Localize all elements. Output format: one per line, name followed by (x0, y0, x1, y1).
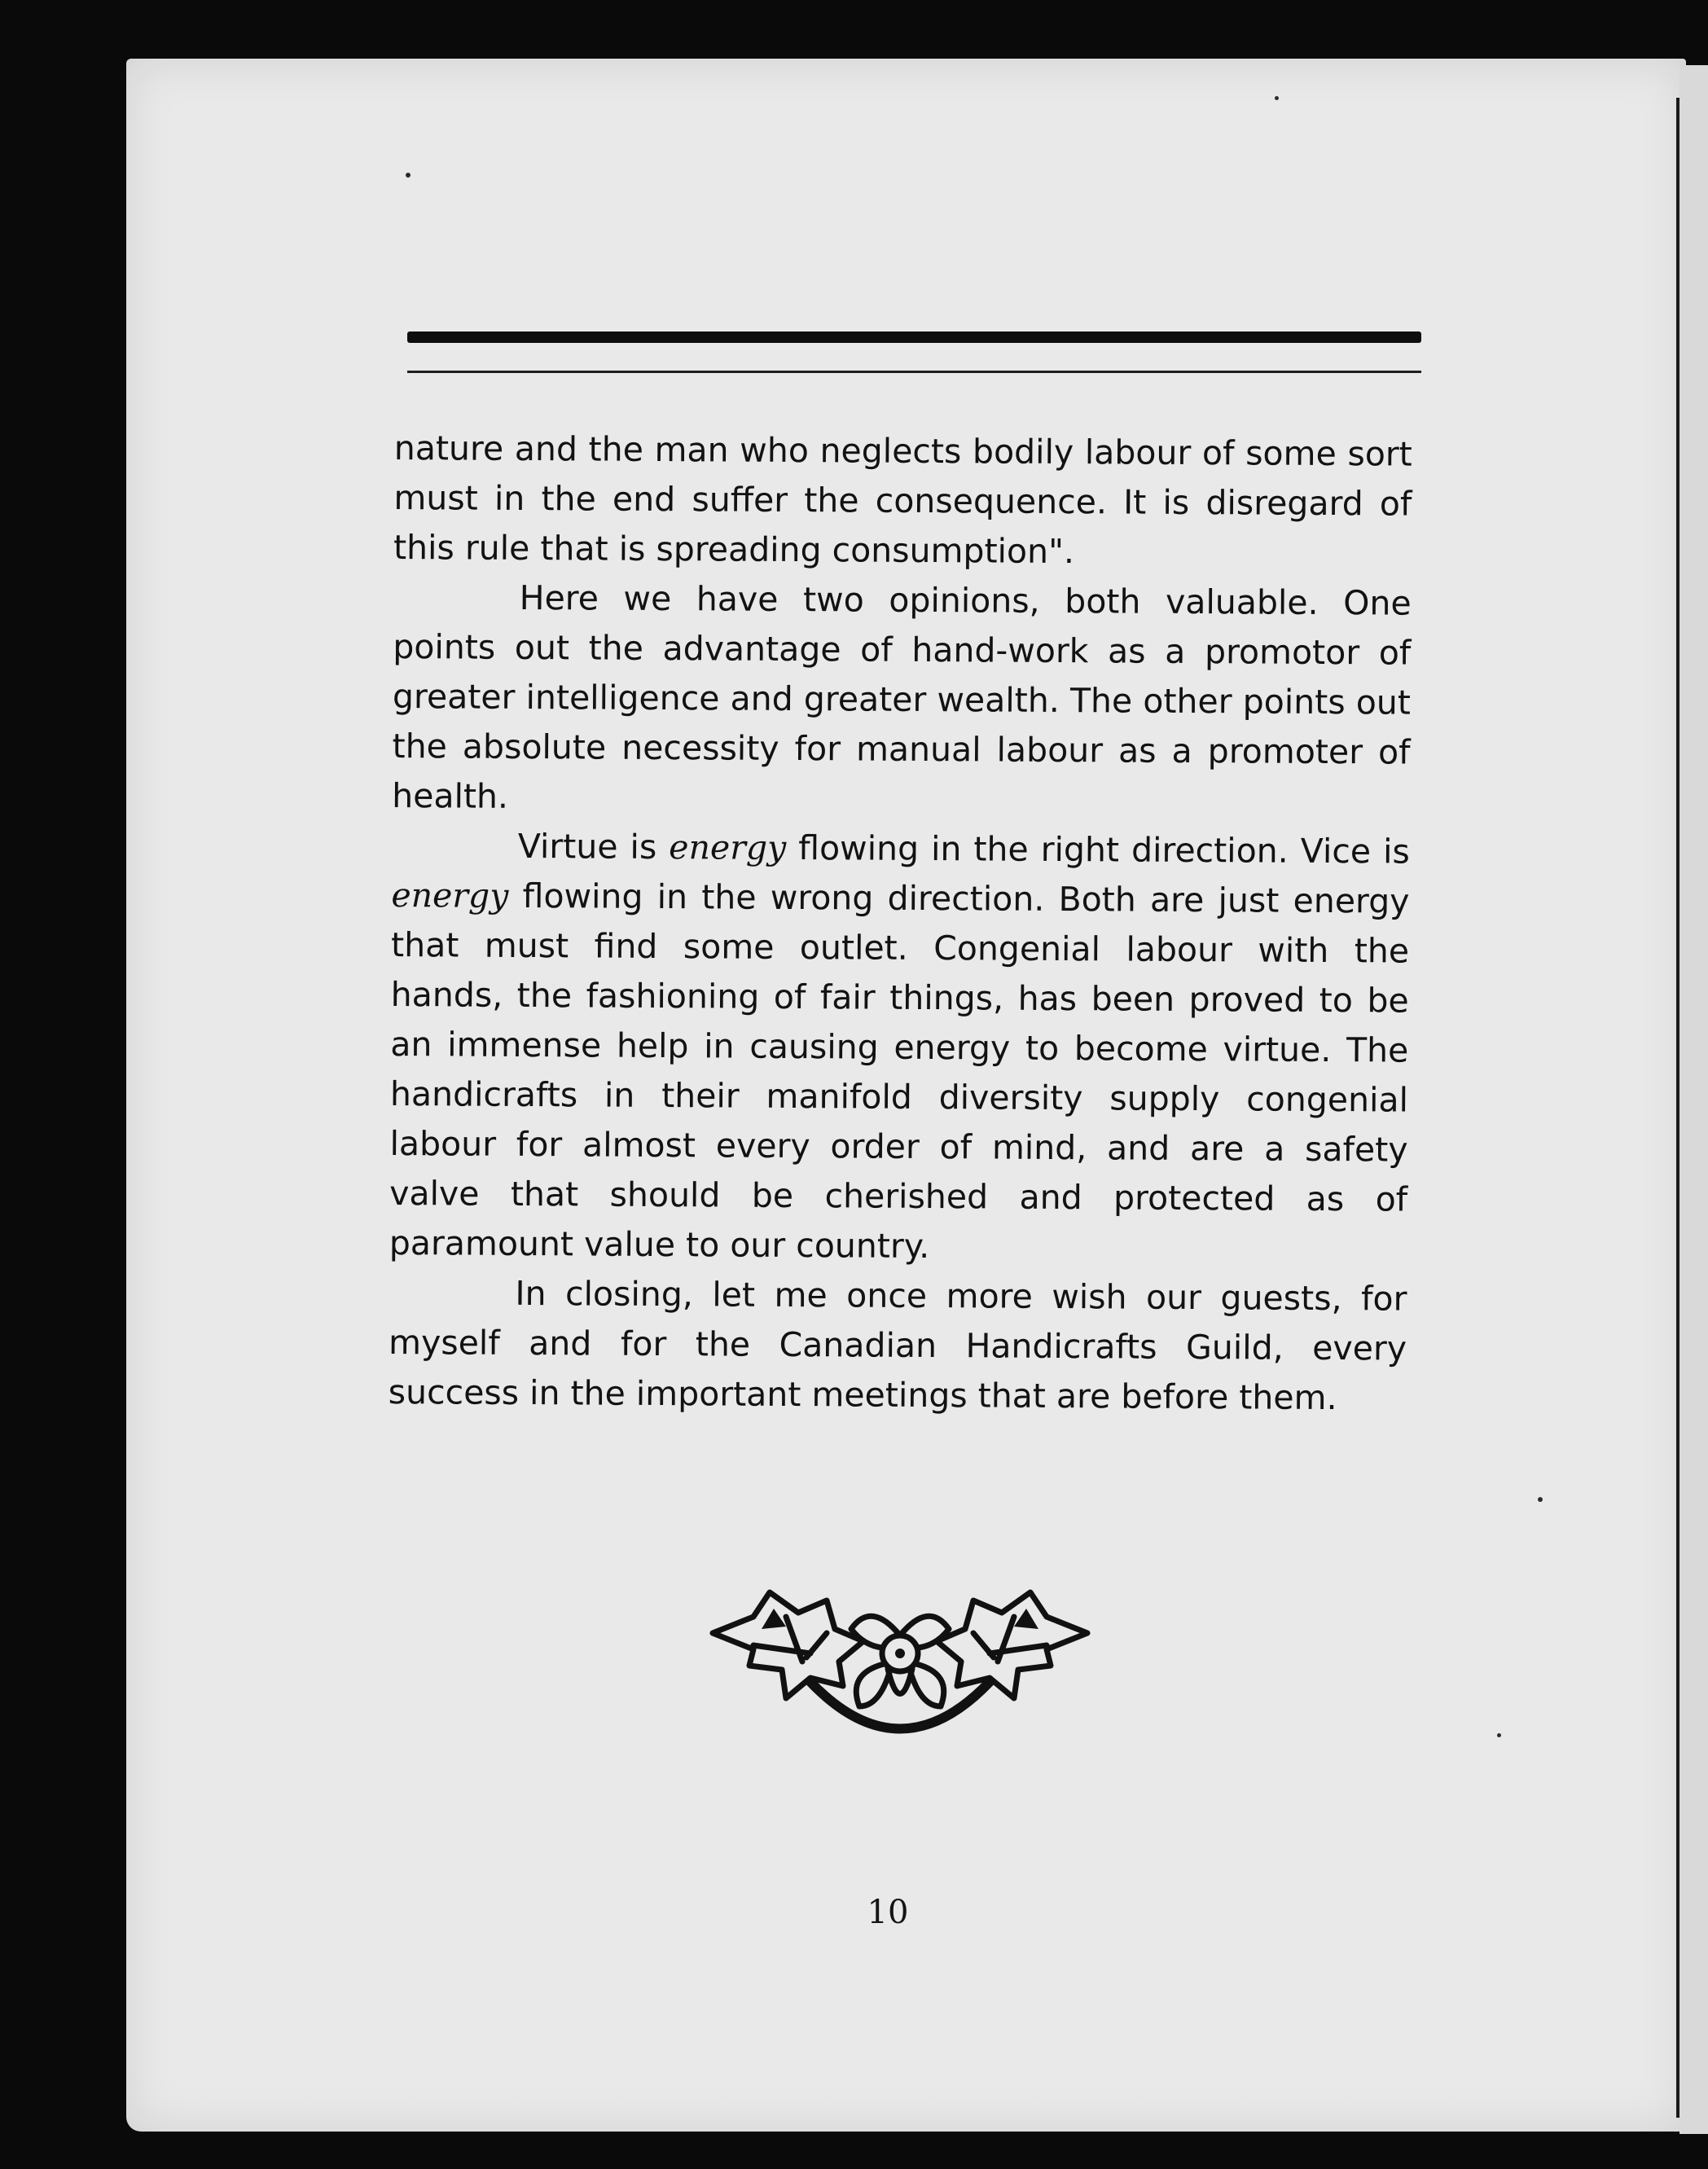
facing-page-edge (1679, 65, 1708, 2134)
italic-emphasis: energy (391, 875, 509, 915)
paragraph (392, 573, 1412, 828)
paragraph-text: Here we have two opinions, both valuable. One points out the advantage of hand-work as a promotor of greater intelligence and greater wealth. The other points out the absolute necessity for manual labour as a promoter of health. (392, 577, 1412, 816)
italic-emphasis: energy (669, 828, 787, 867)
header-rule-thick (407, 331, 1421, 343)
paragraph-text: In closing, let me once more wish our guests, for myself and for the Canadian Handicrafts Guild, every success in the important meetings that are before them. (388, 1273, 1407, 1418)
paragraph-text: nature and the man who neglects bodily labour of some sort must in the end suffer the consequence. It is disregard of this rule that is spreading consumption". (393, 428, 1412, 572)
paragraph (389, 821, 1410, 1275)
scan-speck (1497, 1733, 1501, 1737)
paragraph (393, 424, 1412, 579)
page-number: 10 (867, 1894, 909, 1931)
paragraph-text: flowing in the right direction. Vice is (786, 828, 1410, 872)
scan-speck (406, 173, 411, 178)
scan-speck (1275, 96, 1279, 100)
paragraph-text: flowing in the wrong direction. Both are just energy that must find some outlet. Congenial labour with the hands, the fashioning of fair things, has been proved to be an immense help in causing energy to become virtue. The handicrafts in their manifold diversity supply congenial labour for almost every order of mind, and are a safety valve that should be cherished and protected as of paramount value to our country. (389, 876, 1410, 1267)
page-gutter-line (1676, 98, 1679, 2118)
header-rule-thin (407, 371, 1421, 373)
scan-speck (1538, 1497, 1543, 1502)
floral-vignette-icon (705, 1584, 1095, 1759)
paragraph-text: Virtue is (517, 826, 670, 867)
paragraph (389, 1268, 1407, 1424)
body-text (389, 424, 1412, 1424)
